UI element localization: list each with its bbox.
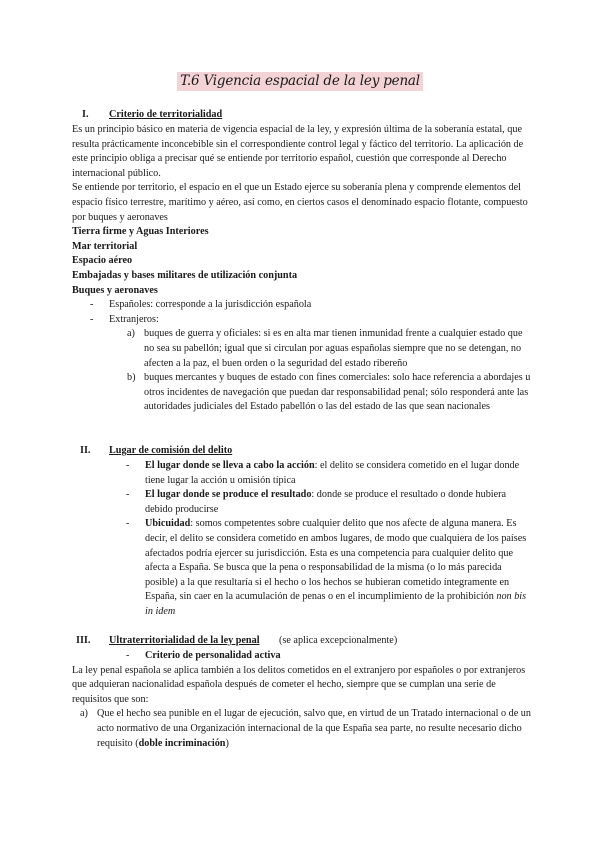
requirement-text: Que el hecho sea punible en el lugar de ejecución, salvo que, en virtud de un Tratado internacional o de un acto normativo de una Organización internacional de la que España sea parte, no resulte necesario dicho requisito ( bbox=[97, 708, 531, 749]
section-1-paragraph-2: Se entiende por territorio, el espacio en el que un Estado ejerce su soberanía plena y comprende elementos del espacio físico terrestre, marítimo y aéreo, así como, en ciertos casos el denominado espacio flotante, compuesto por buques y aeronaves bbox=[72, 182, 528, 223]
list-item-text: : somos competentes sobre cualquier delito que nos afecte de alguna manera. Es decir, el delito se considera cometido en ambos lugares, de modo que cualquiera de los países afectados podría ejercer su jurisdicción. Esta es una competencia para cualquier delito que afecta a España. Se busca que la pena o responsabilidad de la misma (o lo más parecida posible) a la que resultaría si el hecho o los hechos se hubieran cometido íntegramente en España, sin caer en la acumulación de penas o en el incumplimiento de la prohibición bbox=[145, 518, 527, 603]
section-3-number: III. bbox=[76, 635, 91, 646]
heading-buques: Buques y aeronaves bbox=[72, 284, 158, 296]
list-item-resultado bbox=[72, 488, 532, 517]
sub-item-mark: a) bbox=[127, 328, 135, 340]
section-1-number: I. bbox=[82, 109, 89, 120]
section-2 bbox=[72, 444, 532, 620]
dash-bullet: - bbox=[90, 313, 94, 325]
list-item-lead: El lugar donde se produce el resultado bbox=[145, 489, 312, 501]
list-item-ubicuidad bbox=[72, 517, 532, 619]
sub-heading-personalidad bbox=[72, 649, 532, 664]
heading-mar-territorial: Mar territorial bbox=[72, 240, 138, 252]
list-item-text: : donde se produce el resultado o donde hubiera debido producirse bbox=[145, 489, 507, 515]
section-1-title: Criterio de territorialidad bbox=[109, 109, 223, 120]
section-1-heading bbox=[72, 108, 532, 123]
heading-embajadas: Embajadas y bases militares de utilización conjunta bbox=[72, 269, 298, 281]
list-item-accion bbox=[72, 459, 532, 488]
list-item-espanoles bbox=[72, 298, 532, 313]
list-item-text: Extranjeros: bbox=[109, 313, 159, 325]
section-3 bbox=[72, 634, 532, 751]
section-2-number: II. bbox=[80, 445, 91, 456]
section-3-title bbox=[109, 634, 260, 649]
list-item-lead: Ubicuidad bbox=[145, 518, 191, 530]
requirement-a bbox=[72, 707, 532, 751]
sub-heading-text: Criterio de personalidad activa bbox=[145, 650, 281, 661]
requirement-mark: a) bbox=[80, 708, 88, 720]
sub-item-text: buques mercantes y buques de estado con fines comerciales: solo hace referencia a abordajes u otros incidentes de navegación que puedan dar responsabilidad penal; sólo responderá ante las autoridades judiciales del Estado pabellón o las del estado de las que sean nacionales bbox=[144, 372, 531, 413]
section-3-note: (se aplica excepcionalmente) bbox=[279, 635, 398, 646]
section-1 bbox=[72, 108, 532, 415]
dash-bullet: - bbox=[126, 518, 130, 530]
section-1-paragraph-1: Es un principio básico en materia de vigencia espacial de la ley, y expresión última de la soberanía estatal, que resulta prácticamente inconcebible sin el correspondiente control legal y fáctico del territorio. La aplicación de este principio obliga a precisar qué se entiende por territorio español, cuestión que corresponde al Derecho internacional público. bbox=[72, 124, 524, 179]
list-item-text: Españoles: corresponde a la jurisdicción española bbox=[109, 299, 312, 311]
dash-bullet: - bbox=[126, 489, 130, 501]
requirement-end: ) bbox=[225, 737, 229, 749]
section-3-title-text: Ultraterritorialidad de la ley penal bbox=[109, 635, 260, 646]
requirement-bold: doble incriminación bbox=[138, 737, 226, 749]
title-wrap bbox=[0, 72, 600, 91]
sub-item-mark: b) bbox=[127, 372, 136, 384]
dash-bullet: - bbox=[126, 650, 130, 661]
dash-bullet: - bbox=[126, 460, 130, 471]
section-3-paragraph: La ley penal española se aplica también a los delitos cometidos en el extranjero por españoles o por extranjeros que adquieran nacionalidad española después de cometer el hecho, siempre que se cumplan una serie de requisitos que son: bbox=[72, 664, 526, 705]
list-item-latin: non bis in idem bbox=[145, 591, 527, 617]
page-title: T.6 Vigencia espacial de la ley penal bbox=[177, 72, 423, 91]
list-item-extranjeros bbox=[72, 313, 532, 328]
dash-bullet: - bbox=[90, 299, 94, 311]
list-item-text: : el delito se considera cometido en el lugar donde tiene lugar la acción u omisión típica bbox=[145, 460, 520, 486]
sub-item-b bbox=[72, 371, 532, 415]
heading-espacio-aereo: Espacio aéreo bbox=[72, 255, 133, 267]
sub-item-text: buques de guerra y oficiales: si es en alta mar tienen inmunidad frente a cualquier estado que no sea su pabellón; igual que si circulan por aguas españolas siempre que no se detengan, no afecten a la paz, el buen orden o la seguridad del estado ribereño bbox=[144, 328, 523, 369]
section-3-heading bbox=[72, 634, 532, 649]
sub-item-a bbox=[72, 327, 532, 371]
section-2-title: Lugar de comisión del delito bbox=[109, 445, 233, 456]
heading-tierra-firme: Tierra firme y Aguas Interiores bbox=[72, 226, 209, 238]
section-2-heading bbox=[72, 444, 532, 459]
list-item-lead: El lugar donde se lleva a cabo la acción bbox=[145, 460, 315, 471]
